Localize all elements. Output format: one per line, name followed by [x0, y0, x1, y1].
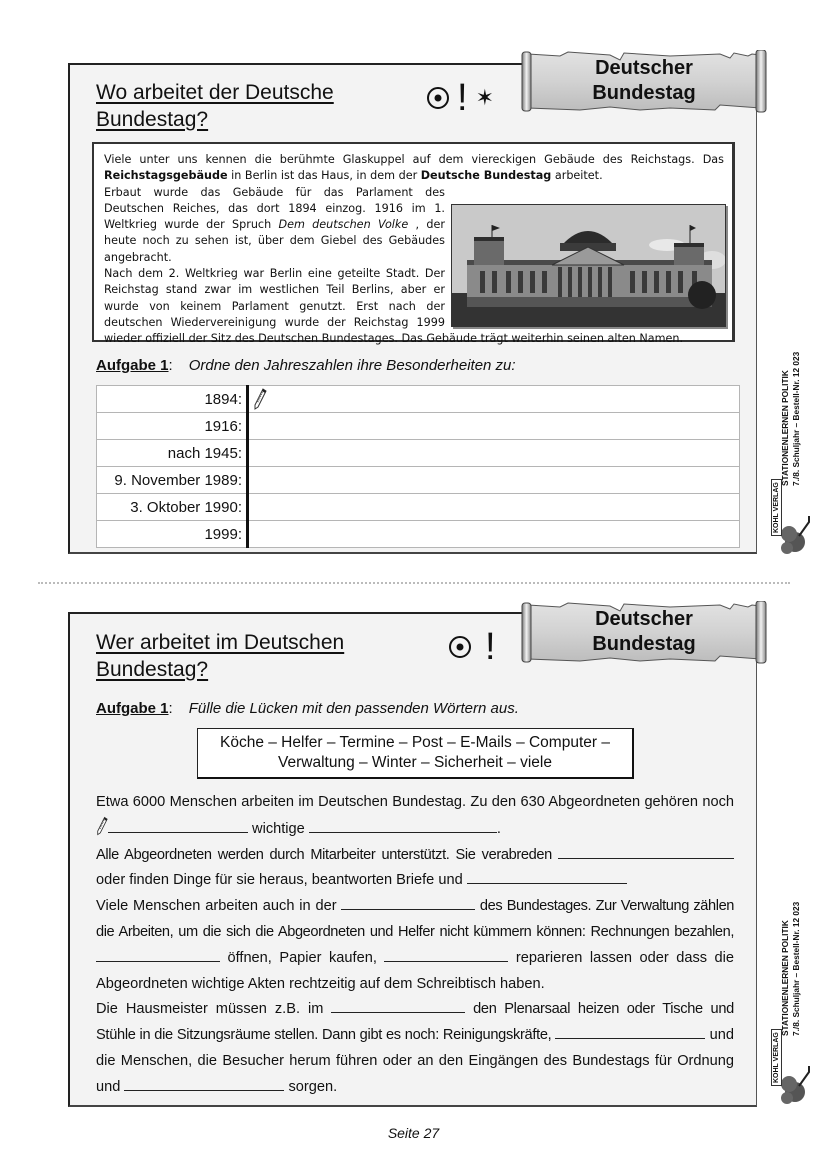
station-icons — [449, 628, 496, 666]
info-text: arbeitet. — [551, 169, 603, 183]
cloze-text-segment: öffnen, Papier kaufen, — [220, 949, 385, 966]
year-label: nach 1945: — [97, 440, 248, 467]
cloze-paragraph-2 — [96, 843, 734, 895]
table-row — [97, 521, 740, 548]
answer-field[interactable] — [248, 413, 740, 440]
station-card-2 — [68, 612, 757, 1107]
pencil-icon — [253, 388, 267, 410]
answer-field[interactable] — [248, 386, 740, 413]
answer-field[interactable] — [248, 521, 740, 548]
topic-banner-scroll — [520, 601, 768, 664]
cloze-text-segment: Etwa 6000 Menschen arbeiten im Deutschen Bundestag. Zu den 630 Abgeordneten gehören noch — [96, 794, 734, 810]
task-instruction: Fülle die Lücken mit den passenden Wörtern aus. — [188, 700, 519, 717]
info-text: , der heute noch zu sehen ist, über dem Giebel des Gebäudes angebracht. — [104, 218, 445, 264]
table-row — [97, 467, 740, 494]
banner-title — [520, 56, 768, 106]
table-row — [97, 413, 740, 440]
cloze-text-segment: sorgen. — [284, 1078, 338, 1095]
exclamation-icon: ! — [485, 626, 496, 668]
answer-field[interactable] — [248, 440, 740, 467]
info-paragraph-2 — [104, 185, 724, 266]
blank-field[interactable] — [108, 818, 248, 833]
grade-order-number: 7./8. Schuljahr – Bestell-Nr. 12 023 — [791, 351, 801, 486]
blank-field[interactable] — [124, 1076, 284, 1091]
blank-field[interactable] — [555, 1024, 705, 1039]
station-title: Wo arbeitet der Deutsche Bundestag? — [96, 81, 334, 131]
cloze-text-segment: und die Menschen, die Besucher herum führen oder an den Eingängen des Bundestags für Ordnung und — [96, 1027, 734, 1095]
cloze-text-segment: Alle Abgeordneten werden durch Mitarbeiter unterstützt. Sie verabreden — [96, 846, 558, 863]
year-label: 3. Oktober 1990: — [97, 494, 248, 521]
info-text: Viele unter uns kennen die berühmte Glaskuppel auf dem viereckigen Gebäude des Reichstags. Das — [104, 153, 724, 166]
task-instruction: Ordne den Jahreszahlen ihre Besonderheiten zu: — [188, 357, 516, 374]
cloze-text-segment: des Bundestages. Zur Verwaltung zählen die Arbeiten, um die sich die Abgeordneten und Helfer nicht kümmern können: Rechnungen bezahlen, — [96, 898, 735, 940]
reichstag-building-icon — [452, 205, 725, 326]
year-label: 9. November 1989: — [97, 467, 248, 494]
year-label: 1894: — [97, 386, 248, 413]
cloze-text-segment: oder finden Dinge für sie heraus, beantworten Briefe und — [96, 872, 467, 889]
series-title: STATIONENLERNEN POLITIK — [780, 920, 790, 1036]
task-colon: : — [168, 357, 173, 374]
cloze-text — [96, 790, 734, 1101]
pencil-icon — [96, 816, 108, 836]
year-label: 1999: — [97, 521, 248, 548]
banner-title — [520, 607, 768, 657]
cloze-paragraph-3 — [96, 894, 734, 997]
target-icon — [449, 636, 471, 658]
banner-line-1: Deutscher — [595, 608, 693, 630]
info-bold-term: Deutsche Bundestag — [420, 169, 552, 183]
grade-order-number: 7./8. Schuljahr – Bestell-Nr. 12 023 — [791, 901, 801, 1036]
blank-field[interactable] — [331, 998, 465, 1013]
banner-line-2: Bundestag — [592, 633, 696, 655]
table-row — [97, 494, 740, 521]
blank-field[interactable] — [384, 947, 508, 962]
table-row — [97, 386, 740, 413]
cloze-text-segment: . — [496, 820, 501, 837]
cloze-text-segment: Die Hausmeister müssen z.B. im — [96, 1001, 332, 1018]
table-row — [97, 440, 740, 467]
task-label: Aufgabe 1 — [96, 357, 169, 374]
blank-field[interactable] — [558, 844, 734, 859]
task-colon: : — [168, 700, 173, 717]
blank-field[interactable] — [309, 818, 497, 833]
publisher-sidebar — [769, 836, 817, 1106]
banner-line-2: Bundestag — [592, 82, 696, 104]
station-icons — [427, 79, 494, 117]
year-label: 1916: — [97, 413, 248, 440]
word-bank-line-1: Köche – Helfer – Termine – Post – E-Mails – Computer – — [220, 734, 610, 751]
info-paragraph-3: Nach dem 2. Weltkrieg war Berlin eine geteilte Stadt. Der Reichstag stand zwar im westlichen Teil Berlins, aber er wurde von keinem Parlament genutzt. Erst nach der deutschen Wiedervereinigung wurde der Reichstag 1999 wieder offiziell der Sitz des Deutschen Bundestages. Das Gebäude trägt weiterhin seinen alten Namen. — [104, 267, 684, 346]
target-icon — [427, 87, 449, 109]
cloze-paragraph-4 — [96, 997, 734, 1100]
word-bank-line-2: Verwaltung – Winter – Sicherheit – viele — [278, 754, 552, 771]
star-icon: ✶ — [475, 85, 494, 110]
word-bank-box — [197, 728, 634, 779]
answer-field[interactable] — [248, 494, 740, 521]
reichstag-photo — [451, 204, 726, 327]
cloze-paragraph-1 — [96, 790, 734, 843]
blank-field[interactable] — [467, 869, 627, 884]
info-bold-term: Reichstagsgebäude — [104, 169, 228, 183]
station-title: Wer arbeitet im Deutschen Bundestag? — [96, 631, 345, 681]
years-table — [96, 385, 740, 548]
cloze-text-segment: wichtige — [248, 820, 309, 837]
cloze-text-segment: den Plenarsaal heizen oder Tische und Stühle in die Sitzungsräume stellen. Dann gibt es noch: Reinigungskräfte, — [96, 1001, 734, 1044]
banner-line-1: Deutscher — [595, 57, 693, 79]
page-number: Seite 27 — [387, 1125, 440, 1141]
series-title: STATIONENLERNEN POLITIK — [780, 370, 790, 486]
answer-field[interactable] — [248, 467, 740, 494]
cloze-text-segment: Viele Menschen arbeiten auch in der — [96, 898, 342, 915]
info-text: Erbaut wurde das Gebäude für das Parlament des Deutschen Reiches, das dort 1894 einzog. 1916 im 1. Weltkrieg wurde der Spruch — [104, 185, 445, 232]
topic-banner-scroll — [520, 50, 768, 113]
task-label: Aufgabe 1 — [96, 700, 169, 717]
info-italic-quote: Dem deutschen Volke — [278, 218, 409, 232]
exclamation-icon: ! — [457, 77, 468, 119]
publisher-name: KOHL VERLAG — [771, 1029, 782, 1086]
info-text: in Berlin ist das Haus, in dem der — [227, 169, 421, 183]
publisher-name: KOHL VERLAG — [771, 479, 782, 536]
publisher-sidebar — [769, 286, 817, 556]
cut-line-separator — [38, 582, 790, 584]
task-1-heading — [96, 700, 519, 717]
info-text-box — [92, 142, 735, 346]
task-1-heading — [96, 357, 516, 374]
blank-field[interactable] — [341, 895, 475, 910]
station-card-1 — [68, 63, 757, 554]
cloze-text-segment: reparieren lassen oder dass die Abgeordneten wichtige Akten rechtzeitig auf dem Schreibtisch haben. — [96, 949, 734, 992]
blank-field[interactable] — [96, 947, 220, 962]
info-paragraph-1 — [104, 152, 724, 185]
